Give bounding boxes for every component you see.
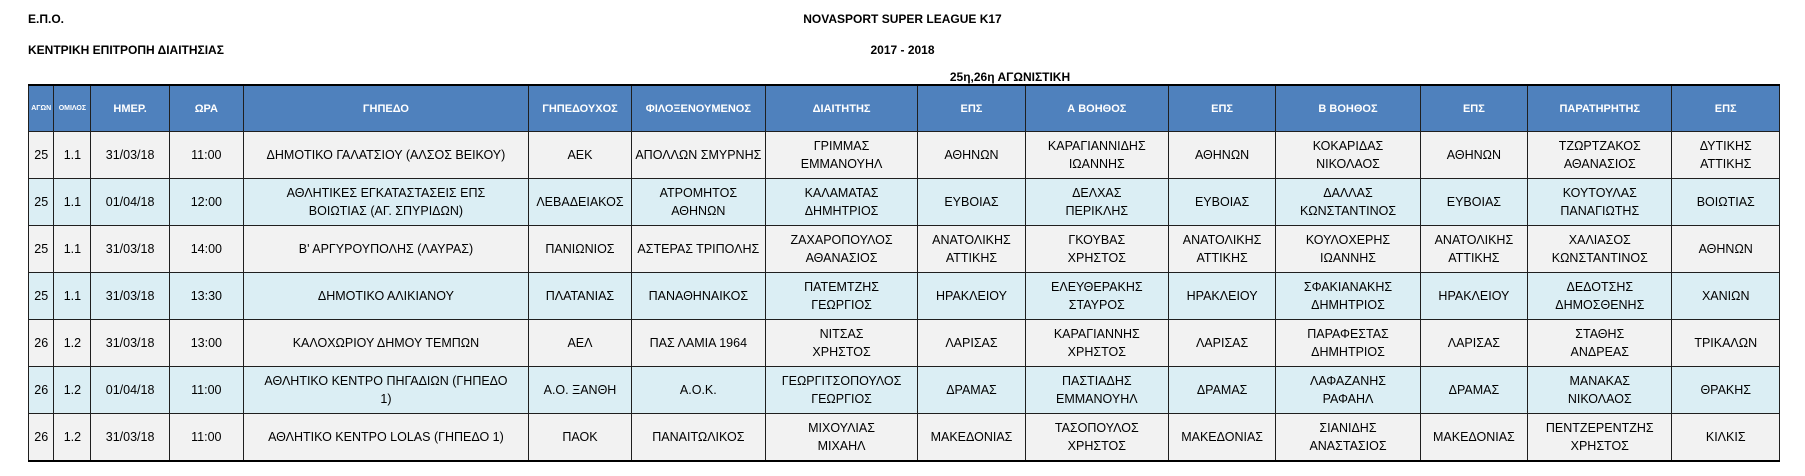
cell-assistant-b: ΛΑΦΑΖΑΝΗΣ ΡΑΦΑΗΛ [1276,367,1420,414]
cell-observer: ΤΖΩΡΤΖΑΚΟΣ ΑΘΑΝΑΣΙΟΣ [1528,132,1672,179]
cell-match-day: 25 [29,273,54,320]
cell-assistant-b-eps: ΑΘΗΝΩΝ [1420,132,1527,179]
cell-observer: ΚΟΥΤΟΥΛΑΣ ΠΑΝΑΓΙΩΤΗΣ [1528,179,1672,226]
table-row [29,132,1780,179]
cell-referee-eps: ΜΑΚΕΔΟΝΙΑΣ [918,414,1025,462]
cell-referee-eps: ΔΡΑΜΑΣ [918,367,1025,414]
cell-observer-eps: ΒΟΙΩΤΙΑΣ [1672,179,1780,226]
cell-assistant-a: ΓΚΟΥΒΑΣ ΧΡΗΣΤΟΣ [1025,226,1168,273]
cell-match-day: 26 [29,414,54,462]
cell-assistant-b-eps: ΕΥΒΟΙΑΣ [1420,179,1527,226]
column-header-assistant-b-eps: ΕΠΣ [1420,85,1527,132]
cell-stadium: Β' ΑΡΓΥΡΟΥΠΟΛΗΣ (ΛΑΥΡΑΣ) [243,226,528,273]
cell-assistant-a: ΠΑΣΤΙΑΔΗΣ ΕΜΜΑΝΟΥΗΛ [1025,367,1168,414]
league-title: NOVASPORT SUPER LEAGUE K17 [803,12,1002,26]
cell-assistant-a-eps: ΔΡΑΜΑΣ [1168,367,1275,414]
cell-match-day: 25 [29,226,54,273]
table-row [29,367,1780,414]
cell-time: 12:00 [169,179,243,226]
cell-referee-eps: ΕΥΒΟΙΑΣ [918,179,1025,226]
cell-stadium: ΑΘΛΗΤΙΚΕΣ ΕΓΚΑΤΑΣΤΑΣΕΙΣ ΕΠΣ ΒΟΙΩΤΙΑΣ (ΑΓ. ΣΠΥΡΙΔΩΝ) [243,179,528,226]
cell-home-team: ΛΕΒΑΔΕΙΑΚΟΣ [529,179,632,226]
cell-date: 31/03/18 [91,414,170,462]
cell-assistant-b: ΣΙΑΝΙΔΗΣ ΑΝΑΣΤΑΣΙΟΣ [1276,414,1420,462]
cell-observer-eps: ΚΙΛΚΙΣ [1672,414,1780,462]
cell-assistant-b-eps: ΑΝΑΤΟΛΙΚΗΣ ΑΤΤΙΚΗΣ [1420,226,1527,273]
cell-date: 31/03/18 [91,320,170,367]
column-header-referee: ΔΙΑΙΤΗΤΗΣ [765,85,917,132]
cell-referee: ΖΑΧΑΡΟΠΟΥΛΟΣ ΑΘΑΝΑΣΙΟΣ [765,226,917,273]
table-body [29,132,1780,462]
column-header-time: ΩΡΑ [169,85,243,132]
committee-label: ΚΕΝΤΡΙΚΗ ΕΠΙΤΡΟΠΗ ΔΙΑΙΤΗΣΙΑΣ [28,43,224,57]
table-row [29,414,1780,462]
column-header-stadium: ΓΗΠΕΔΟ [243,85,528,132]
cell-stadium: ΔΗΜΟΤΙΚΟ ΑΛΙΚΙΑΝΟΥ [243,273,528,320]
cell-assistant-a-eps: ΑΘΗΝΩΝ [1168,132,1275,179]
cell-referee: ΜΙΧΟΥΛΙΑΣ ΜΙΧΑΗΛ [765,414,917,462]
cell-referee-eps: ΛΑΡΙΣΑΣ [918,320,1025,367]
cell-assistant-b: ΣΦΑΚΙΑΝΑΚΗΣ ΔΗΜΗΤΡΙΟΣ [1276,273,1420,320]
cell-referee: ΚΑΛΑΜΑΤΑΣ ΔΗΜΗΤΡΙΟΣ [765,179,917,226]
cell-referee: ΓΡΙΜΜΑΣ ΕΜΜΑΝΟΥΗΛ [765,132,917,179]
cell-away-team: ΠΑΣ ΛΑΜΙΑ 1964 [631,320,765,367]
cell-observer-eps: ΔΥΤΙΚΗΣ ΑΤΤΙΚΗΣ [1672,132,1780,179]
cell-time: 11:00 [169,414,243,462]
match-schedule-table [28,84,1780,462]
cell-assistant-a: ΚΑΡΑΓΙΑΝΝΙΔΗΣ ΙΩΑΝΝΗΣ [1025,132,1168,179]
cell-assistant-a: ΤΑΣΟΠΟΥΛΟΣ ΧΡΗΣΤΟΣ [1025,414,1168,462]
cell-group: 1.2 [54,414,91,462]
column-header-date: ΗΜΕΡ. [91,85,170,132]
cell-group: 1.2 [54,367,91,414]
cell-assistant-a: ΚΑΡΑΓΙΑΝΝΗΣ ΧΡΗΣΤΟΣ [1025,320,1168,367]
cell-date: 31/03/18 [91,132,170,179]
table-row [29,179,1780,226]
cell-observer: ΣΤΑΘΗΣ ΑΝΔΡΕΑΣ [1528,320,1672,367]
cell-home-team: ΠΑΟΚ [529,414,632,462]
column-header-assistant-a: Α ΒΟΗΘΟΣ [1025,85,1168,132]
cell-away-team: Α.Ο.Κ. [631,367,765,414]
round-label: 25η,26η ΑΓΩΝΙΣΤΙΚΗ [949,70,1071,84]
cell-observer: ΧΑΛΙΑΣΟΣ ΚΩΝΣΤΑΝΤΙΝΟΣ [1528,226,1672,273]
cell-assistant-b: ΚΟΥΛΟΧΕΡΗΣ ΙΩΑΝΝΗΣ [1276,226,1420,273]
cell-home-team: Α.Ο. ΞΑΝΘΗ [529,367,632,414]
cell-away-team: ΠΑΝΑΘΗΝΑΙΚΟΣ [631,273,765,320]
cell-observer: ΔΕΔΟΤΣΗΣ ΔΗΜΟΣΘΕΝΗΣ [1528,273,1672,320]
cell-time: 11:00 [169,132,243,179]
cell-away-team: ΑΣΤΕΡΑΣ ΤΡΙΠΟΛΗΣ [631,226,765,273]
cell-assistant-a-eps: ΛΑΡΙΣΑΣ [1168,320,1275,367]
cell-match-day: 26 [29,320,54,367]
column-header-home-team: ΓΗΠΕΔΟΥΧΟΣ [529,85,632,132]
cell-time: 13:00 [169,320,243,367]
column-header-assistant-a-eps: ΕΠΣ [1168,85,1275,132]
cell-away-team: ΑΤΡΟΜΗΤΟΣ ΑΘΗΝΩΝ [631,179,765,226]
cell-group: 1.1 [54,226,91,273]
cell-referee: ΝΙΤΣΑΣ ΧΡΗΣΤΟΣ [765,320,917,367]
season-label: 2017 - 2018 [870,43,935,57]
cell-home-team: ΠΑΝΙΩΝΙΟΣ [529,226,632,273]
column-header-referee-eps: ΕΠΣ [918,85,1025,132]
cell-time: 13:30 [169,273,243,320]
cell-match-day: 25 [29,179,54,226]
column-header-observer-eps: ΕΠΣ [1672,85,1780,132]
cell-home-team: ΑΕΛ [529,320,632,367]
column-header-away-team: ΦΙΛΟΞΕΝΟΥΜΕΝΟΣ [631,85,765,132]
cell-assistant-a-eps: ΜΑΚΕΔΟΝΙΑΣ [1168,414,1275,462]
cell-group: 1.1 [54,273,91,320]
cell-date: 31/03/18 [91,226,170,273]
cell-home-team: ΑΕΚ [529,132,632,179]
cell-group: 1.2 [54,320,91,367]
cell-assistant-b: ΠΑΡΑΦΕΣΤΑΣ ΔΗΜΗΤΡΙΟΣ [1276,320,1420,367]
cell-referee: ΠΑΤΕΜΤΖΗΣ ΓΕΩΡΓΙΟΣ [765,273,917,320]
federation-label: Ε.Π.Ο. [28,12,65,26]
cell-observer-eps: ΘΡΑΚΗΣ [1672,367,1780,414]
cell-away-team: ΑΠΟΛΛΩΝ ΣΜΥΡΝΗΣ [631,132,765,179]
cell-match-day: 26 [29,367,54,414]
cell-observer: ΠΕΝΤΖΕΡΕΝΤΖΗΣ ΧΡΗΣΤΟΣ [1528,414,1672,462]
column-header-match: ΑΓΩΝ [29,85,54,132]
cell-stadium: ΑΘΛΗΤΙΚΟ ΚΕΝΤΡΟ ΠΗΓΑΔΙΩΝ (ΓΗΠΕΔΟ 1) [243,367,528,414]
cell-match-day: 25 [29,132,54,179]
cell-away-team: ΠΑΝΑΙΤΩΛΙΚΟΣ [631,414,765,462]
cell-assistant-b: ΚΟΚΑΡΙΔΑΣ ΝΙΚΟΛΑΟΣ [1276,132,1420,179]
cell-observer-eps: ΧΑΝΙΩΝ [1672,273,1780,320]
cell-assistant-a: ΔΕΛΧΑΣ ΠΕΡΙΚΛΗΣ [1025,179,1168,226]
cell-assistant-b-eps: ΜΑΚΕΔΟΝΙΑΣ [1420,414,1527,462]
cell-observer-eps: ΑΘΗΝΩΝ [1672,226,1780,273]
cell-group: 1.1 [54,179,91,226]
column-header-assistant-b: Β ΒΟΗΘΟΣ [1276,85,1420,132]
column-header-group: ΟΜΙΛΟΣ [54,85,91,132]
column-header-observer: ΠΑΡΑΤΗΡΗΤΗΣ [1528,85,1672,132]
cell-date: 01/04/18 [91,367,170,414]
cell-time: 14:00 [169,226,243,273]
table-row [29,226,1780,273]
cell-observer: ΜΑΝΑΚΑΣ ΝΙΚΟΛΑΟΣ [1528,367,1672,414]
cell-assistant-b-eps: ΛΑΡΙΣΑΣ [1420,320,1527,367]
cell-referee-eps: ΑΝΑΤΟΛΙΚΗΣ ΑΤΤΙΚΗΣ [918,226,1025,273]
cell-stadium: ΚΑΛΟΧΩΡΙΟΥ ΔΗΜΟΥ ΤΕΜΠΩΝ [243,320,528,367]
table-row [29,320,1780,367]
table-row [29,273,1780,320]
cell-referee-eps: ΗΡΑΚΛΕΙΟΥ [918,273,1025,320]
cell-assistant-b-eps: ΔΡΑΜΑΣ [1420,367,1527,414]
cell-referee: ΓΕΩΡΓΙΤΣΟΠΟΥΛΟΣ ΓΕΩΡΓΙΟΣ [765,367,917,414]
cell-referee-eps: ΑΘΗΝΩΝ [918,132,1025,179]
cell-group: 1.1 [54,132,91,179]
cell-assistant-a-eps: ΕΥΒΟΙΑΣ [1168,179,1275,226]
cell-stadium: ΔΗΜΟΤΙΚΟ ΓΑΛΑΤΣΙΟΥ (ΑΛΣΟΣ ΒΕΙΚΟΥ) [243,132,528,179]
cell-home-team: ΠΛΑΤΑΝΙΑΣ [529,273,632,320]
cell-assistant-a-eps: ΑΝΑΤΟΛΙΚΗΣ ΑΤΤΙΚΗΣ [1168,226,1275,273]
cell-assistant-a-eps: ΗΡΑΚΛΕΙΟΥ [1168,273,1275,320]
table-header-row [29,85,1780,132]
cell-stadium: ΑΘΛΗΤΙΚΟ ΚΕΝΤΡΟ LOLAS (ΓΗΠΕΔΟ 1) [243,414,528,462]
cell-assistant-b: ΔΑΛΛΑΣ ΚΩΝΣΤΑΝΤΙΝΟΣ [1276,179,1420,226]
cell-date: 01/04/18 [91,179,170,226]
cell-date: 31/03/18 [91,273,170,320]
cell-assistant-a: ΕΛΕΥΘΕΡΑΚΗΣ ΣΤΑΥΡΟΣ [1025,273,1168,320]
cell-observer-eps: ΤΡΙΚΑΛΩΝ [1672,320,1780,367]
cell-assistant-b-eps: ΗΡΑΚΛΕΙΟΥ [1420,273,1527,320]
cell-time: 11:00 [169,367,243,414]
